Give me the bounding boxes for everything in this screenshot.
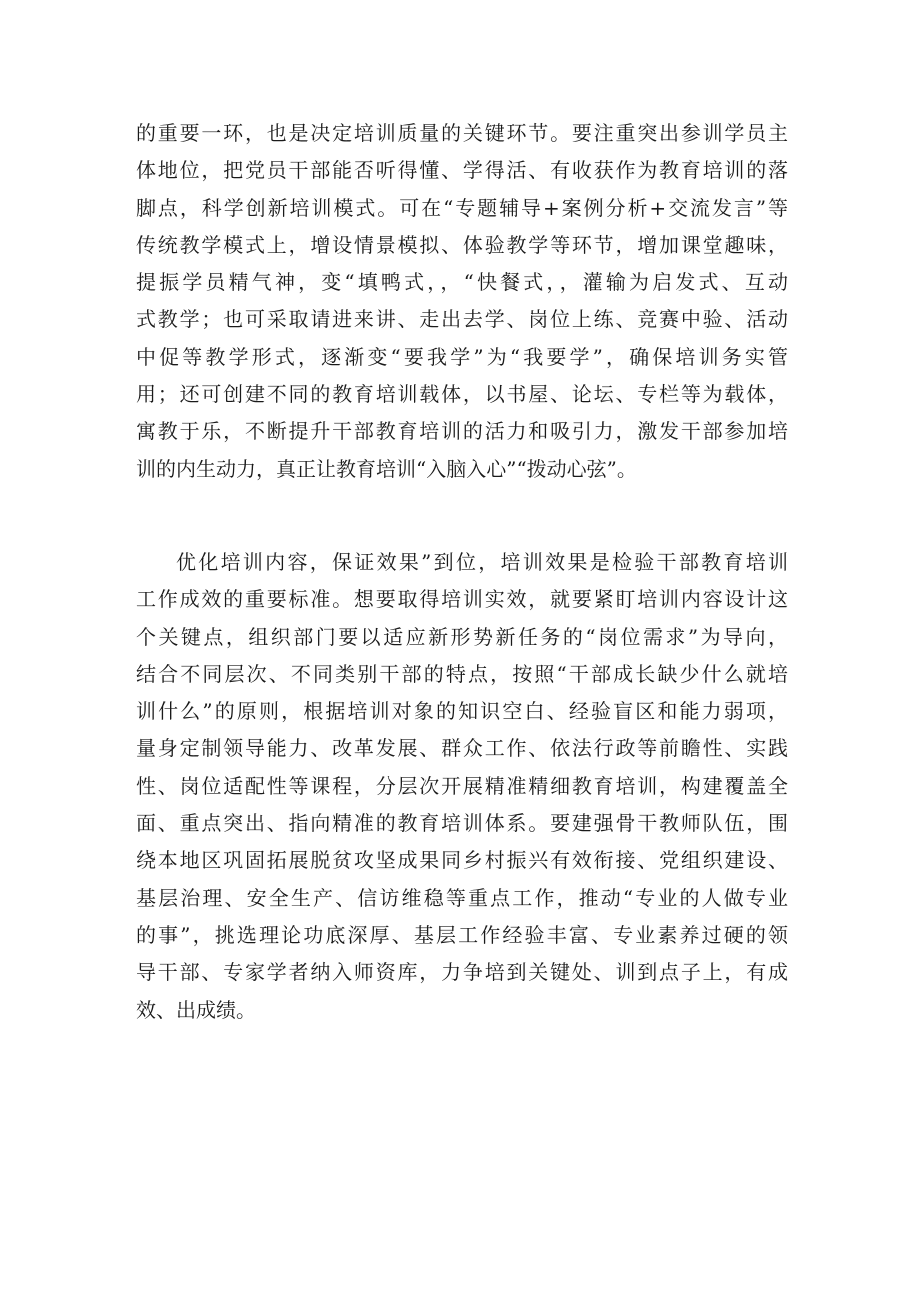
text-line: 的重要一环，也是决定培训质量的关键环节。要注重突出参训学员主 [136,121,788,145]
text-line: 提振学员精气神，变“填鸭式，，“快餐式，，灌输为启发式、互动 [136,270,788,295]
text-line: 结合不同层次、不同类别干部的特点，按照“干部成长缺少什么就培 [136,661,788,686]
paragraph-1 [136,115,788,488]
text-line: 绕本地区巩固拓展脱贫攻坚成果同乡村振兴有效衔接、党组织建设、 [136,848,788,873]
text-line: 式教学；也可采取请进来讲、走出去学、岗位上练、竞赛中验、活动 [136,307,788,332]
text-line: 性、岗位适配性等课程，分层次开展精准精细教育培训，构建覆盖全 [136,773,788,798]
text-line: 面、重点突出、指向精准的教育培训体系。要建强骨干教师队伍，围 [136,811,788,836]
text-line: 量身定制领导能力、改革发展、群众工作、依法行政等前瞻性、实践 [136,736,788,761]
text-line: 基层治理、安全生产、信访维稳等重点工作，推动“专业的人做专业 [136,885,788,910]
text-line: 的事”，挑选理论功底深厚、基层工作经验丰富、专业素养过硬的领 [136,922,788,947]
text-line: 导干部、专家学者纳入师资库，力争培到关键处、训到点子上，有成 [136,960,788,985]
text-line: 用；还可创建不同的教育培训载体，以书屋、论坛、专栏等为载体， [136,382,788,407]
text-line: 脚点，科学创新培训模式。可在“专题辅导+案例分析+交流发言”等 [136,195,788,220]
text-line: 优化培训内容，保证效果”到位，培训效果是检验干部教育培训 [176,550,788,574]
text-line: 寓教于乐，不断提升干部教育培训的活力和吸引力，激发干部参加培 [136,419,788,444]
text-line: 个关键点，组织部门要以适应新形势新任务的“岗位需求”为导向， [136,624,788,649]
text-line: 训什么”的原则，根据培训对象的知识空白、经验盲区和能力弱项， [136,699,788,724]
text-line: 体地位，把党员干部能否听得懂、学得活、有收获作为教育培训的落 [136,158,788,183]
text-line: 中促等教学形式，逐渐变“要我学”为“我要学”，确保培训务实管 [136,344,788,369]
text-line: 效、出成绩。 [136,997,256,1022]
text-line: 训的内生动力，真正让教育培训“入脑入心”“拨动心弦”。 [136,456,637,481]
paragraph-2 [136,544,788,1029]
text-line: 传统教学模式上，增设情景模拟、体验教学等环节，增加课堂趣味， [136,232,788,257]
text-line: 工作成效的重要标准。想要取得培训实效，就要紧盯培训内容设计这 [136,587,788,612]
